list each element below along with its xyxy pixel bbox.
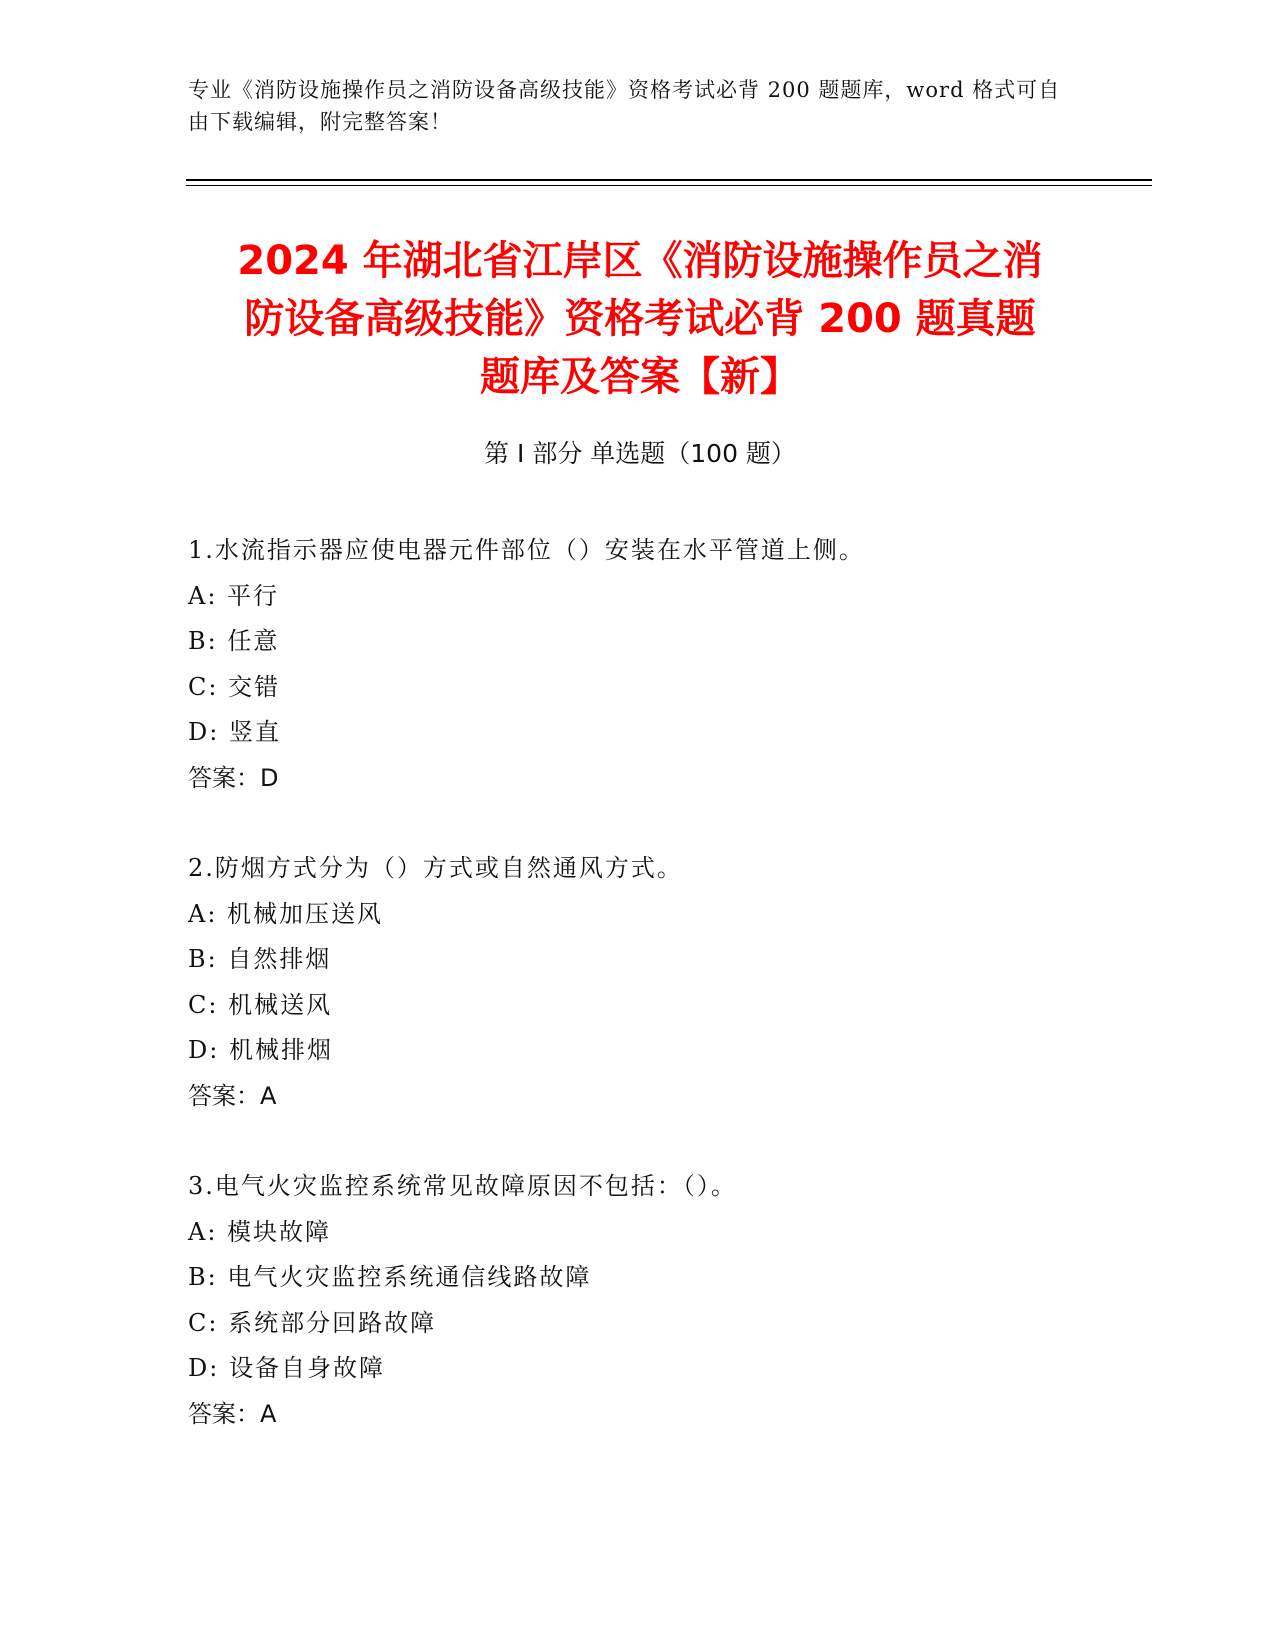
title-line: 防设备高级技能》资格考试必背 200 题真题 [244,296,1036,342]
question-stem: 2.防烟方式分为（）方式或自然通风方式。 [188,854,683,882]
header-divider-thick [186,179,1152,181]
option-d: D: 机械排烟 [188,1036,333,1064]
answer-line: 答案：D [188,763,279,792]
section-heading: 第 I 部分 单选题（100 题） [484,439,796,468]
option-d: D: 设备自身故障 [188,1354,385,1382]
option-b: B: 电气火灾监控系统通信线路故障 [188,1263,592,1291]
title-line: 2024 年湖北省江岸区《消防设施操作员之消 [237,238,1043,284]
option-a: A: 机械加压送风 [188,899,384,928]
question-stem: 1.水流指示器应使电器元件部位（）安装在水平管道上侧。 [188,536,865,564]
question-item [188,846,1148,1119]
option-d: D: 竖直 [188,718,281,746]
answer-line: 答案：A [188,1081,277,1110]
question-item [188,1164,1148,1437]
option-b: B: 任意 [188,627,280,655]
question-item [188,528,1148,801]
option-c: C: 系统部分回路故障 [188,1308,437,1337]
option-a: A: 平行 [188,581,280,610]
option-b: B: 自然排烟 [188,945,332,973]
header-note: 专业《消防设施操作员之消防设备高级技能》资格考试必背 200 题题库，word 格式可自由下载编辑，附完整答案！ [188,78,1061,134]
title-line: 题库及答案【新】 [480,354,800,400]
question-stem: 3.电气火灾监控系统常见故障原因不包括：（）。 [188,1172,737,1200]
option-a: A: 模块故障 [188,1217,332,1246]
option-c: C: 交错 [188,672,281,701]
answer-line: 答案：A [188,1399,277,1428]
document-title [160,232,1120,406]
header-divider-thin [186,185,1152,186]
option-c: C: 机械送风 [188,990,333,1019]
